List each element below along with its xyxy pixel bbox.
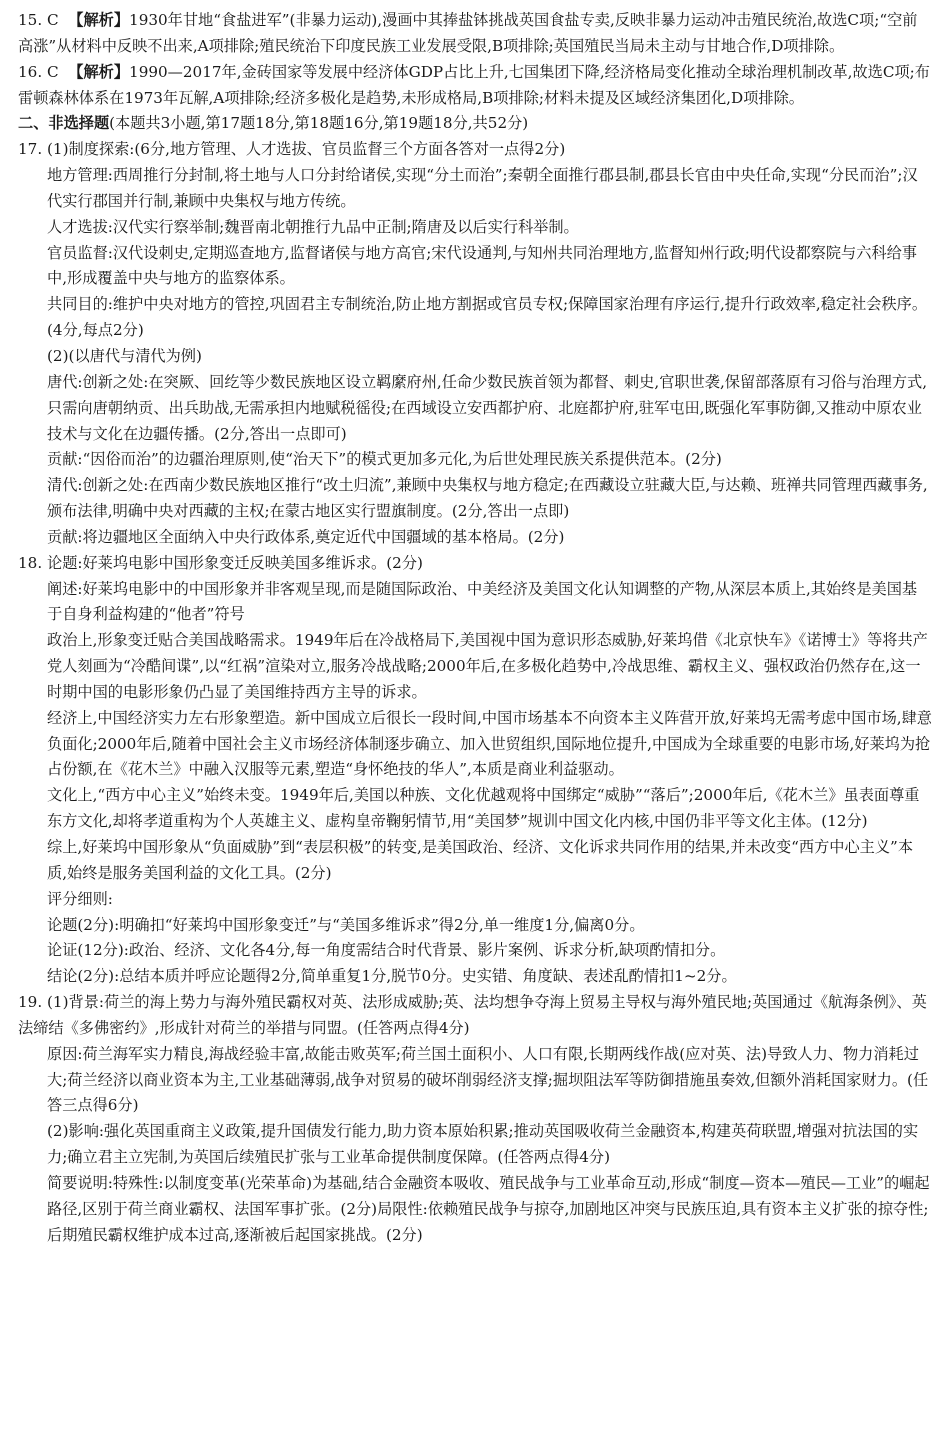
paragraph: (2)影响:强化英国重商主义政策,提升国债发行能力,助力资本原始积累;推动英国吸收荷兰金融资本,构建英荷联盟,增强对抗法国的实力;确立君主立宪制,为英国后续殖民扩张与工业革命提供制度保障。(任答两点得4分) xyxy=(47,1122,919,1167)
paragraph: 阐述:好莱坞电影中的中国形象并非客观呈现,而是随国际政治、中美经济及美国文化认知调整的产物,从深层本质上,其始终是美国基于自身利益构建的“他者”符号 xyxy=(47,579,918,624)
question-number: 19. xyxy=(18,993,43,1012)
paragraph: 论题:好莱坞电影中国形象变迁反映美国多维诉求。(2分) xyxy=(47,553,423,572)
question-number: 18. xyxy=(18,553,43,572)
paragraph: (2)(以唐代与清代为例) xyxy=(47,346,202,365)
question-18-first xyxy=(18,551,932,577)
question-number: 15. xyxy=(18,11,43,29)
paragraph: 地方管理:西周推行分封制,将土地与人口分封给诸侯,实现“分土而治”;秦朝全面推行郡县制,郡县长官由中央任命,实现“分民而治”;汉代实行郡国并行制,兼顾中央集权与地方传统。 xyxy=(47,166,918,210)
paragraph: 唐代:创新之处:在突厥、回纥等少数民族地区设立羁縻府州,任命少数民族首领为都督、刺史,官职世袭,保留部落原有习俗与治理方式,只需向唐朝纳贡、出兵助战,无需承担内地赋税徭役;在西域设立安西都护府、北庭都护府,驻军屯田,既强化军事防御,又推动中原农业技术与文化在边疆传播。(2分,答出一点即可) xyxy=(47,372,928,443)
section-heading xyxy=(18,111,932,137)
paragraph: 结论(2分):总结本质并呼应论题得2分,简单重复1分,脱节0分。史实错、角度缺、表述乱酌情扣1~2分。 xyxy=(47,967,737,986)
paragraph: 文化上,“西方中心主义”始终未变。1949年后,美国以种族、文化优越观将中国绑定“威胁”“落后”;2000年后,《花木兰》虽表面尊重东方文化,却将孝道重构为个人英雄主义、虚构皇帝鞠躬情节,用“美国梦”规训中国文化内核,中国仍非平等文化主体。(12分) xyxy=(47,786,920,831)
paragraph: (1)背景:荷兰的海上势力与海外殖民霸权对英、法形成威胁;英、法均想争夺海上贸易主导权与海外殖民地;英国通过《航海条例》、英法缔结《多佛密约》,形成针对荷兰的举措与同盟。(任答两点得4分) xyxy=(18,993,927,1037)
analysis-text: 1990—2017年,金砖国家等发展中经济体GDP占比上升,七国集团下降,经济格局变化推动全球治理机制改革,故选C项;布雷顿森林体系在1973年瓦解,A项排除;经济多极化是趋势,未形成格局,B项排除;材料未提及区域经济集团化,D项排除。 xyxy=(18,62,930,107)
paragraph: 政治上,形象变迁贴合美国战略需求。1949年后在冷战格局下,美国视中国为意识形态威胁,好莱坞借《北京快车》《诺博士》等将共产党人刻画为“冷酷间谍”,以“红祸”渲染对立,服务冷战战略;2000年后,在多极化趋势中,冷战思维、霸权主义、强权政治仍然存在,这一时期中国的电影形象仍凸显了美国维持西方主导的诉求。 xyxy=(47,631,928,701)
question-17-first xyxy=(18,137,932,163)
paragraph: 经济上,中国经济实力左右形象塑造。新中国成立后很长一段时间,中国市场基本不向资本主义阵营开放,好莱坞无需考虑中国市场,肆意负面化;2000年后,随着中国社会主义市场经济体制逐步确立、加入世贸组织,国际地位提升,中国成为全球重要的电影市场,好莱坞为抢占份额,在《花木兰》中融入汉服等元素,塑造“身怀绝技的华人”,本质是商业利益驱动。 xyxy=(47,708,932,779)
analysis-tag: 【解析】 xyxy=(68,11,130,29)
paragraph: 共同目的:维护中央对地方的管控,巩固君主专制统治,防止地方割据或官员专权;保障国家治理有序运行,提升行政效率,稳定社会秩序。(4分,每点2分) xyxy=(47,295,928,340)
section-note: (本题共3小题,第17题18分,第18题16分,第19题18分,共52分) xyxy=(109,114,529,133)
paragraph: 评分细则: xyxy=(47,889,113,908)
analysis-text: 1930年甘地“食盐进军”(非暴力运动),漫画中其捧盐钵挑战英国食盐专卖,反映非暴力运动冲击殖民统治,故选C项;“空前高涨”从材料中反映不出来,A项排除;殖民统治下印度民族工业发展受限,B项排除;英国殖民当局未主动与甘地合作,D项排除。 xyxy=(18,11,918,55)
answer-choice: C xyxy=(47,11,59,29)
paragraph: 贡献:“因俗而治”的边疆治理原则,使“治天下”的模式更加多元化,为后世处理民族关系提供范本。(2分) xyxy=(47,450,722,469)
paragraph: 官员监督:汉代设刺史,定期巡查地方,监督诸侯与地方高官;宋代设通判,与知州共同治理地方,监督知州行政;明代设都察院与六科给事中,形成覆盖中央与地方的监察体系。 xyxy=(47,243,917,288)
answer-choice: C xyxy=(47,62,59,81)
paragraph: 贡献:将边疆地区全面纳入中央行政体系,奠定近代中国疆域的基本格局。(2分) xyxy=(47,527,565,546)
question-number: 16. xyxy=(18,62,43,81)
analysis-tag: 【解析】 xyxy=(68,62,130,81)
paragraph: 论证(12分):政治、经济、文化各4分,每一角度需结合时代背景、影片案例、诉求分析,缺项酌情扣分。 xyxy=(47,941,726,960)
question-number: 17. xyxy=(18,140,43,159)
section-title: 二、非选择题 xyxy=(18,114,110,133)
question-19-first xyxy=(18,990,932,1042)
paragraph: 综上,好莱坞中国形象从“负面威胁”到“表层积极”的转变,是美国政治、经济、文化诉求共同作用的结果,并未改变“西方中心主义”本质,始终是服务美国利益的文化工具。(2分) xyxy=(47,838,914,882)
question-16 xyxy=(18,60,932,112)
paragraph: (1)制度探索:(6分,地方管理、人才选拔、官员监督三个方面各答对一点得2分) xyxy=(47,140,566,159)
paragraph: 人才选拔:汉代实行察举制;魏晋南北朝推行九品中正制;隋唐及以后实行科举制。 xyxy=(47,217,579,236)
paragraph: 简要说明:特殊性:以制度变革(光荣革命)为基础,结合金融资本吸收、殖民战争与工业革命互动,形成“制度—资本—殖民—工业”的崛起路径,区别于荷兰商业霸权、法国军事扩张。(2分)局限性:依赖殖民战争与掠夺,加剧地区冲突与民族压迫,具有资本主义扩张的掠夺性;后期殖民霸权维护成本过高,逐渐被后起国家挑战。(2分) xyxy=(47,1173,930,1244)
paragraph: 清代:创新之处:在西南少数民族地区推行“改土归流”,兼顾中央集权与地方稳定;在西藏设立驻藏大臣,与达赖、班禅共同管理西藏事务,颁布法律,明确中央对西藏的主权;在蒙古地区实行盟旗制度。(2分,答出一点即) xyxy=(47,476,928,521)
question-15 xyxy=(18,8,932,60)
paragraph: 原因:荷兰海军实力精良,海战经验丰富,故能击败英军;荷兰国土面积小、人口有限,长期两线作战(应对英、法)导致人力、物力消耗过大;荷兰经济以商业资本为主,工业基础薄弱,战争对贸易的破坏削弱经济支撑;掘坝阻法军等防御措施虽奏效,但额外消耗国家财力。(任答三点得6分) xyxy=(47,1044,929,1115)
paragraph: 论题(2分):明确扣“好莱坞中国形象变迁”与“美国多维诉求”得2分,单一维度1分,偏离0分。 xyxy=(47,915,645,934)
